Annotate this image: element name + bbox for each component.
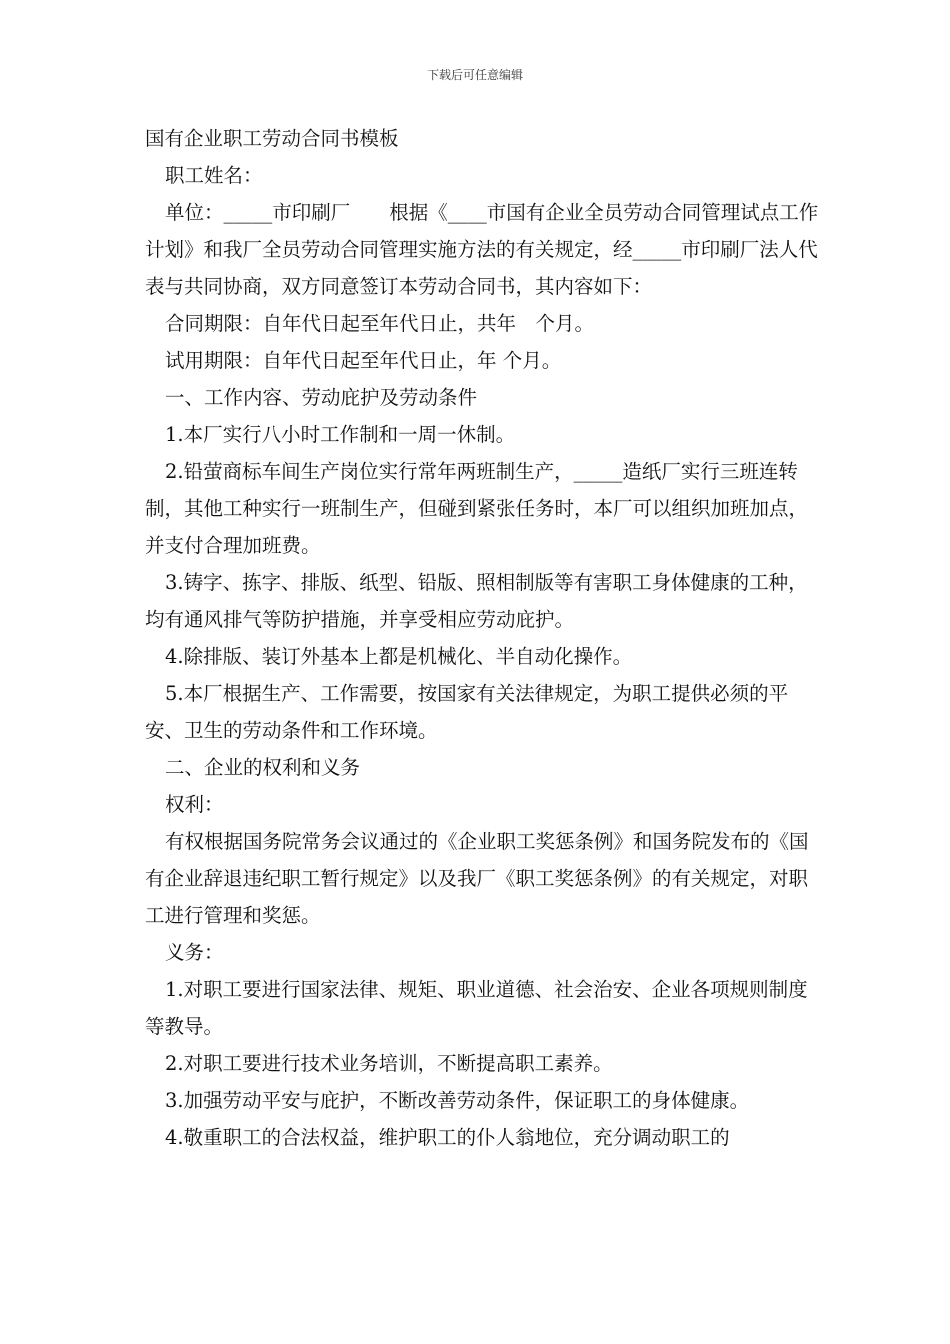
paragraph-probation-term: 试用期限：自年代日起至年代日止，年 个月。 (165, 349, 562, 372)
paragraph-item: 5.本厂根据生产、工作需要，按国家有关法律规定，为职工提供必须的平安、卫生的劳动条件和工作环境。 (145, 682, 789, 742)
page-header: 下载后可任意编辑 (426, 68, 523, 82)
subheading-obligations: 义务： (165, 941, 224, 964)
paragraph-rights: 有权根据国务院常务会议通过的《企业职工奖惩条例》和国务院发布的《国有企业辞退违纪职工暂行规定》以及我厂《职工奖惩条例》的有关规定，对职工进行管理和奖惩。 (145, 830, 809, 927)
paragraph-contract-term: 合同期限：自年代日起至年代日止，共年 个月。 (165, 312, 595, 335)
paragraph-item: 4.敬重职工的合法权益，维护职工的仆人翁地位，充分调动职工的 (165, 1126, 730, 1149)
paragraph-item: 2.铅萤商标车间生产岗位实行常年两班制生产，_____造纸厂实行三班连转制，其他工种实行一班制生产，但碰到紧张任务时，本厂可以组织加班加点，并支付合理加班费。 (145, 460, 809, 557)
subheading-rights: 权利： (165, 793, 224, 816)
document-title: 国有企业职工劳动合同书模板 (145, 127, 399, 150)
paragraph-employee-name: 职工姓名： (165, 164, 263, 187)
paragraph-item: 1.对职工要进行国家法律、规矩、职业道德、社会治安、企业各项规则制度等教导。 (145, 978, 808, 1038)
paragraph-preamble: 单位：_____市印刷厂 根据《____市国有企业全员劳动合同管理试点工作计划》和我厂全员劳动合同管理实施方法的有关规定，经_____市印刷厂法人代表与共同协商，双方同意签订本劳动合同书，其内容如下： (145, 201, 819, 298)
paragraph-item: 4.除排版、装订外基本上都是机械化、半自动化操作。 (165, 645, 633, 668)
section-heading-1: 一、工作内容、劳动庇护及劳动条件 (165, 386, 478, 409)
paragraph-item: 3.铸字、拣字、排版、纸型、铅版、照相制版等有害职工身体健康的工种，均有通风排气等防护措施，并享受相应劳动庇护。 (145, 571, 808, 631)
paragraph-item: 2.对职工要进行技术业务培训，不断提高职工素养。 (165, 1052, 613, 1075)
paragraph-item: 1.本厂实行八小时工作制和一周一休制。 (165, 423, 516, 446)
paragraph-item: 3.加强劳动平安与庇护，不断改善劳动条件，保证职工的身体健康。 (165, 1089, 750, 1112)
section-heading-2: 二、企业的权利和义务 (165, 756, 361, 779)
document-body (145, 120, 820, 1156)
